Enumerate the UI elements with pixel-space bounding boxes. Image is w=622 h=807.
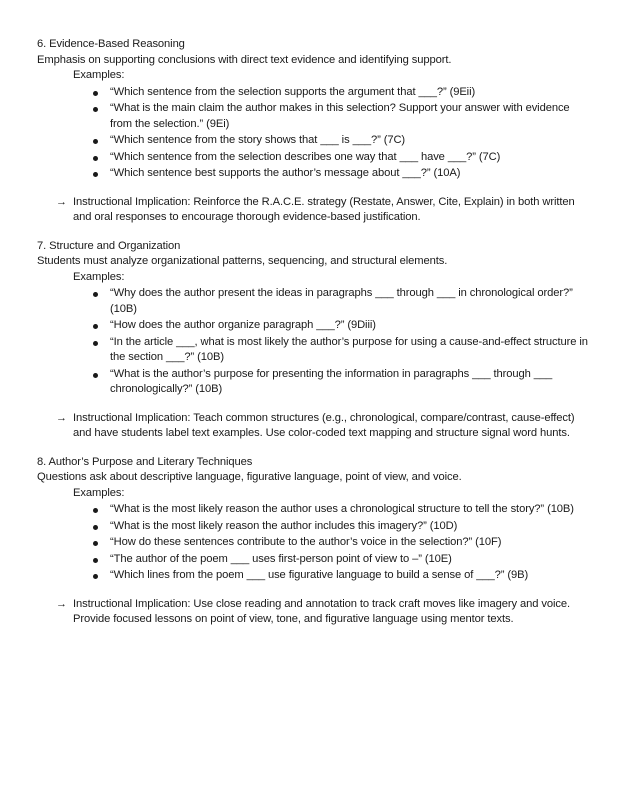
bullet-icon	[93, 292, 98, 297]
arrow-right-icon: →	[56, 597, 67, 610]
list-item: “What is the most likely reason the author uses a chronological structure to tell the story?” (10B)	[110, 502, 589, 518]
section-title: 6. Evidence-Based Reasoning	[37, 38, 185, 50]
list-item: “The author of the poem ___ uses first-person point of view to –” (10E)	[110, 552, 589, 568]
section-description: Students must analyze organizational patterns, sequencing, and structural elements.	[37, 255, 448, 267]
arrow-right-icon: →	[56, 195, 67, 208]
instructional-implication: → Instructional Implication: Reinforce the R.A.C.E. strategy (Restate, Answer, Cite, Explain) in both written and oral responses to encourage thorough evidence-based justification.	[56, 195, 575, 223]
arrow-right-icon: →	[56, 411, 67, 424]
bullet-icon	[93, 558, 98, 563]
list-item: “How does the author organize paragraph ___?” (9Diii)	[110, 318, 589, 334]
bullet-icon	[93, 541, 98, 546]
examples-list	[37, 502, 589, 584]
bullet-icon	[93, 139, 98, 144]
bullet-icon	[93, 156, 98, 161]
list-item: “What is the author’s purpose for presenting the information in paragraphs ___ through ___ chronologically?” (10B)	[110, 367, 589, 398]
examples-label: Examples:	[73, 69, 125, 81]
list-item: “Which lines from the poem ___ use figurative language to build a sense of ___?” (9B)	[110, 568, 589, 584]
bullet-icon	[93, 107, 98, 112]
section-description: Questions ask about descriptive language, figurative language, point of view, and voice.	[37, 471, 462, 483]
section-description: Emphasis on supporting conclusions with direct text evidence and identifying support.	[37, 53, 452, 66]
instructional-implication: → Instructional Implication: Use close reading and annotation to track craft moves like imagery and voice. Provide focused lessons on point of view, tone, and figurative language using mentor texts.	[56, 597, 571, 625]
examples-list	[37, 85, 589, 182]
examples-label: Examples:	[73, 270, 125, 283]
list-item: “Which sentence from the story shows that ___ is ___?” (7C)	[110, 133, 589, 149]
list-item: “What is the most likely reason the author includes this imagery?” (10D)	[110, 519, 589, 535]
list-item: “Which sentence from the selection describes one way that ___ have ___?” (7C)	[110, 150, 589, 166]
section-title: 8. Author’s Purpose and Literary Techniques	[37, 455, 253, 468]
bullet-icon	[93, 525, 98, 530]
examples-label: Examples:	[73, 486, 125, 499]
bullet-icon	[93, 341, 98, 346]
bullet-icon	[93, 574, 98, 579]
instructional-implication: → Instructional Implication: Teach common structures (e.g., chronological, compare/contrast, cause-effect) and have students label text examples. Use color-coded text mapping and structure signal word hunts.	[56, 411, 575, 439]
section-structure-and-organization	[37, 239, 589, 442]
bullet-icon	[93, 373, 98, 378]
bullet-icon	[93, 508, 98, 513]
section-authors-purpose	[37, 455, 589, 628]
list-item: “In the article ___, what is most likely the author’s purpose for using a cause-and-effect structure in the section ___?” (10B)	[110, 335, 589, 366]
section-evidence-based-reasoning	[37, 37, 589, 226]
document-page	[37, 37, 589, 641]
list-item: “Why does the author present the ideas in paragraphs ___ through ___ in chronological order?” (10B)	[110, 286, 589, 317]
bullet-icon	[93, 324, 98, 329]
list-item: “Which sentence best supports the author’s message about ___?” (10A)	[110, 166, 589, 182]
bullet-icon	[93, 91, 98, 96]
bullet-icon	[93, 172, 98, 177]
examples-list	[37, 286, 589, 398]
section-title: 7. Structure and Organization	[37, 239, 181, 252]
list-item: “Which sentence from the selection supports the argument that ___?” (9Eii)	[110, 85, 589, 101]
list-item: “How do these sentences contribute to the author’s voice in the selection?” (10F)	[110, 535, 589, 551]
list-item: “What is the main claim the author makes in this selection? Support your answer with evidence from the selection.” (9Ei)	[110, 101, 589, 132]
